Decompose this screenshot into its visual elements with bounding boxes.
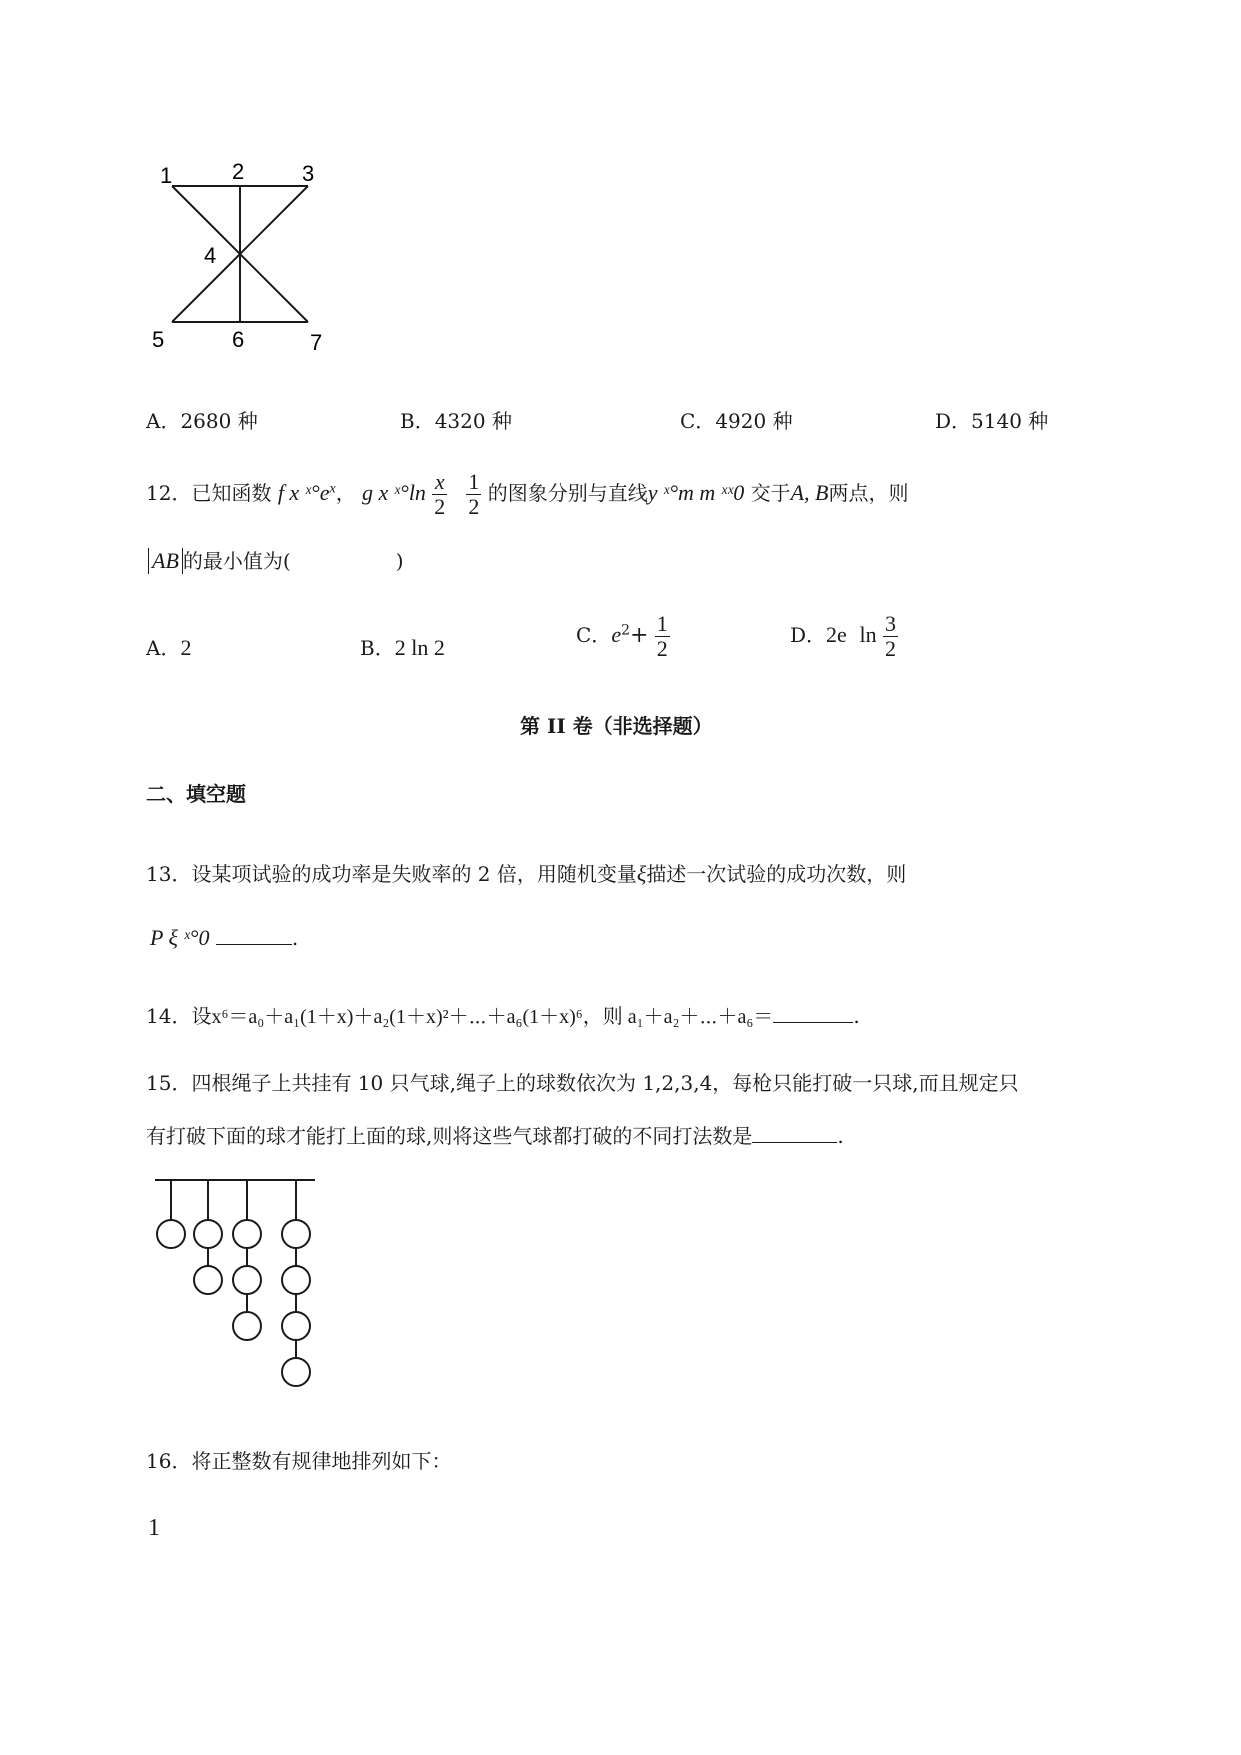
q15-answer-blank[interactable]: [752, 1124, 837, 1143]
q13-stem: 13．设某项试验的成功率是失败率的 2 倍，用随机变量ξ描述一次试验的成功次数，则: [146, 861, 907, 886]
q15-stem-line1: 15．四根绳子上共挂有 10 只气球,绳子上的球数依次为 1,2,3,4，每枪只能打破一只球,而且规定只: [146, 1071, 1019, 1095]
q12-option-d: D．2e ln $\frac{3}{2}$: [790, 611, 897, 662]
graph-label-1: 1: [160, 163, 173, 188]
balloon-rope-3: [233, 1180, 261, 1340]
q13-answer-blank[interactable]: [216, 926, 292, 945]
balloon: [194, 1220, 222, 1248]
graph-label-6: 6: [232, 327, 245, 352]
balloon: [282, 1312, 310, 1340]
q14-stem: 14．设x⁶＝a₀＋a₁(1＋x)＋a₂(1＋x)²＋⋯＋a₆(1＋x)⁶，则 a₁＋a₂＋⋯＋a₆＝ .: [146, 1004, 860, 1028]
q16-stem: 16．将正整数有规律地排列如下：: [146, 1449, 452, 1473]
balloon-figure: [150, 1170, 320, 1400]
graph-figure: [140, 150, 360, 360]
graph-label-5: 5: [152, 327, 165, 352]
q12-fraction-x-over-2: $\frac{x}{2}$: [434, 469, 446, 520]
section2-title: 二、填空题: [146, 782, 246, 806]
q12-option-c: C．$e^2+$ $\frac{1}{2}$: [576, 611, 668, 662]
q11-option-d: D．5140 种: [935, 409, 1049, 433]
balloon: [233, 1266, 261, 1294]
q12-fraction-1-over-2: $\frac{1}{2}$: [468, 469, 480, 520]
balloon: [233, 1220, 261, 1248]
q12-stem: 12．已知函数 f x $ˣ^\circ e^x$， g x ˣ°ln $\frac{x}{2}$ $\frac{1}{2}$ 的图象分别与直线y ˣ°m m ˣˣ0 交于A, B两点，则: [146, 469, 909, 520]
balloon: [194, 1266, 222, 1294]
q14-answer-blank[interactable]: [773, 1004, 853, 1023]
q13-stem-line2: P ξ ˣ°0 .: [150, 925, 299, 950]
part2-title: 第 II 卷（非选择题）: [520, 714, 713, 738]
balloon: [282, 1220, 310, 1248]
q11-option-c: C．4920 种: [680, 409, 793, 433]
q12-stem-line2: AB 的最小值为( ): [148, 545, 404, 574]
balloon: [282, 1358, 310, 1386]
balloon-rope-4: [282, 1180, 310, 1386]
q16-first-row: 1: [148, 1515, 160, 1541]
balloon-rope-2: [194, 1180, 222, 1294]
graph-label-4: 4: [204, 243, 217, 268]
q11-option-b: B．4320 种: [400, 409, 512, 433]
balloon: [233, 1312, 261, 1340]
balloon: [157, 1220, 185, 1248]
q12-option-b: B．2 ln 2: [360, 635, 445, 660]
graph-label-7: 7: [310, 330, 323, 355]
q15-stem-line2: 有打破下面的球才能打上面的球,则将这些气球都打破的不同打法数是 .: [146, 1124, 844, 1148]
q11-option-a: A．2680 种: [146, 409, 258, 433]
q12-option-a: A．2: [146, 635, 192, 660]
balloon-rope-1: [157, 1180, 185, 1248]
balloon: [282, 1266, 310, 1294]
graph-label-3: 3: [302, 161, 315, 186]
graph-label-2: 2: [232, 159, 245, 184]
